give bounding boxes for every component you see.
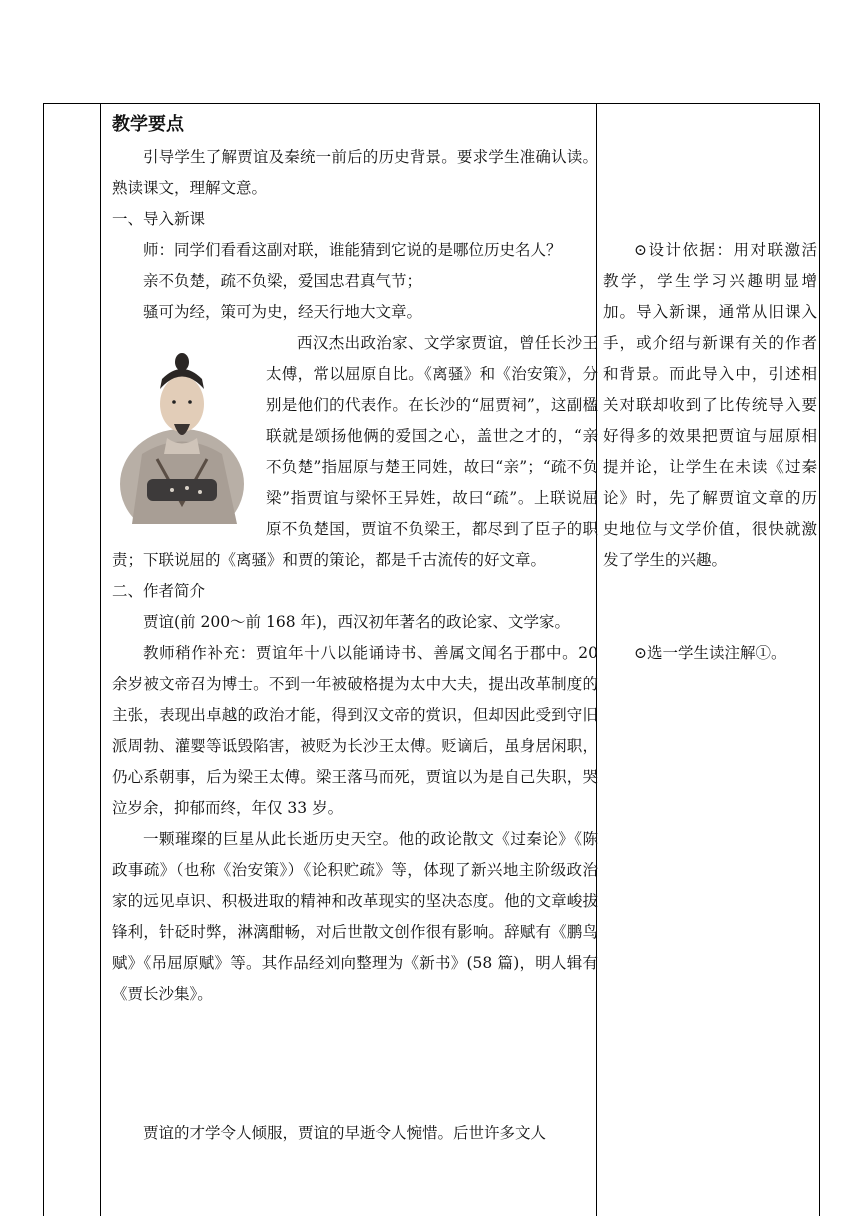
teacher-question: 师：同学们看看这副对联，谁能猜到它说的是哪位历史名人？ xyxy=(143,241,562,259)
section1-title: 一、导入新课 xyxy=(112,210,206,228)
portrait-image xyxy=(112,334,252,524)
teacher-supplement: 教师稍作补充：贾谊年十八以能诵诗书、善属文闻名于郡中。20 余岁被文帝召为博士。不到一年被破格提为太中大夫，提出改革制度的主张，表现出卓越的政治才能，得到汉文帝的赏识，但却因此受到守旧派周勃、灌婴等诋毁陷害，被贬为长沙王太傅。贬谪后，虽身居闲职，仍心系朝事，后为梁王太傅。梁王落马而死，贾谊以为是自己失职，哭泣岁余，抑郁而终，年仅 33 岁。 xyxy=(112,644,598,817)
column-divider-1 xyxy=(100,103,101,1216)
portrait-block xyxy=(112,328,598,576)
author-intro: 贾谊(前 200～前 168 年)，西汉初年著名的政论家、文学家。 xyxy=(143,613,571,631)
couplet-line-1: 亲不负楚，疏不负梁，爱国忠君真气节； xyxy=(143,272,423,290)
last-line-clip xyxy=(110,1118,600,1148)
side-note-design: ⊙设计依据：用对联激活教学，学生学习兴趣明显增加。导入新课，通常从旧课入手，或介绍与新课有关的作者和背景。而此导入中，引述相关对联却收到了比传统导入要好得多的效果把贾谊与屈原相提并论，让学生在未读《过秦论》时，先了解贾谊文章的历史地位与文学价值，很快就激发了学生的兴趣。 xyxy=(603,241,817,569)
intro-paragraph: 引导学生了解贾谊及秦统一前后的历史背景。要求学生准确认读。熟读课文，理解文意。 xyxy=(112,148,598,197)
last-line: 贾谊的才学令人倾服，贾谊的早逝令人惋惜。后世许多文人 xyxy=(143,1124,547,1142)
side-notes-column xyxy=(603,103,817,669)
couplet-line-2: 骚可为经，策可为史，经天行地大文章。 xyxy=(143,303,423,321)
side-note-read: ⊙选一学生读注解①。 xyxy=(634,644,787,662)
works-paragraph: 一颗璀璨的巨星从此长逝历史天空。他的政论散文《过秦论》《陈政事疏》（也称《治安策》）《论积贮疏》等，体现了新兴地主阶级政治家的远见卓识、积极进取的精神和改革现实的坚决态度。他的文章峻拔锋利，针砭时弊，淋漓酣畅，对后世散文创作很有影响。辞赋有《鹏鸟赋》《吊屈原赋》等。其作品经刘向整理为《新书》(58 篇)，明人辑有《贾长沙集》。 xyxy=(112,830,598,1003)
main-content-column xyxy=(110,103,598,1010)
table-left-border xyxy=(43,103,44,1216)
lesson-table xyxy=(43,103,820,1216)
section2-title: 二、作者简介 xyxy=(112,582,206,600)
portrait-paragraph: 西汉杰出政治家、文学家贾谊，曾任长沙王太傅，常以屈原自比。《离骚》和《治安策》，分别是他们的代表作。在长沙的“屈贾祠”，这副楹联就是颂扬他俩的爱国之心，盖世之才的，“亲不负楚”指屈原与楚王同姓，故曰“亲”；“疏不负梁”指贾谊与梁怀王异姓，故曰“疏”。上联说屈原不负楚国，贾谊不负梁王，都尽到了臣子的职责；下联说屈的《离骚》和贾的策论，都是千古流传的好文章。 xyxy=(112,334,598,569)
table-right-border xyxy=(819,103,820,1216)
section-heading: 教学要点 xyxy=(112,114,184,135)
